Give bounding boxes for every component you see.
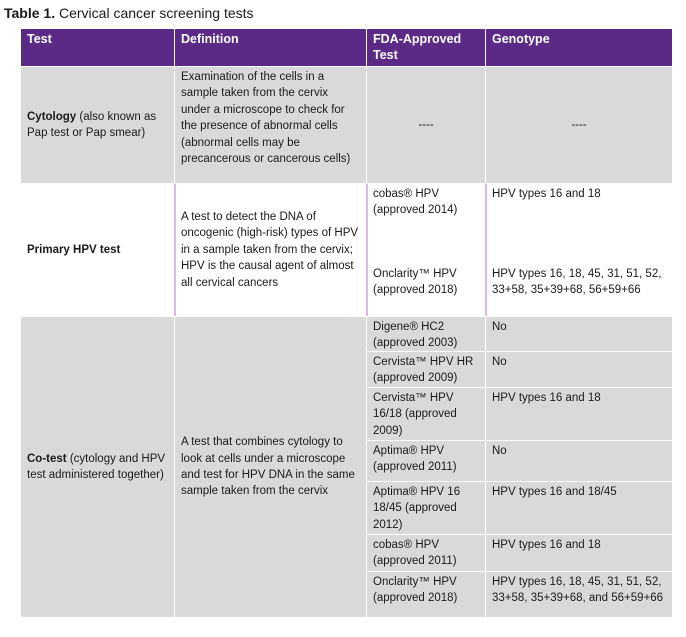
header-test-label: Test xyxy=(27,32,52,46)
cotest-genotype: HPV types 16, 18, 45, 31, 51, 52, 33+58, 35+39+68, and 56+59+66 xyxy=(492,576,664,605)
cotest-genotype: No xyxy=(492,321,507,333)
cotest-genotype: HPV types 16 and 18 xyxy=(492,392,601,404)
primary-genotype-cell-2 xyxy=(486,266,672,316)
primary-divider-mid xyxy=(366,184,368,316)
cotest-fda-cell xyxy=(367,572,485,617)
cotest-test-text xyxy=(27,451,168,484)
cytology-definition: Examination of the cells in a sample taken from the cervix under a microscope to check for the presence of abnormal cells (abnormal cells may be precancerous or cancerous cells) xyxy=(181,71,351,166)
primary-fda-cell-2 xyxy=(367,266,485,316)
header-fda-label: FDA-Approved Test xyxy=(373,32,462,62)
primary-definition-cell xyxy=(175,184,366,316)
cytology-genotype-cell xyxy=(486,67,672,183)
cotest-fda-cell xyxy=(367,352,485,387)
cotest-definition-cell xyxy=(175,317,366,617)
primary-definition: A test to detect the DNA of oncogenic (high-risk) types of HPV in a sample taken from the cervix; HPV is the causal agent of almost all cervical cancers xyxy=(181,210,359,289)
cotest-test-rest: (cytology and HPV test administered together) xyxy=(27,452,166,481)
header-genotype-label: Genotype xyxy=(492,32,550,46)
table-caption-label: Table 1. xyxy=(4,5,56,21)
header-fda xyxy=(367,29,485,66)
cotest-fda-name: Aptima® HPV 16 18/45 (approved 2012) xyxy=(373,486,461,531)
cytology-test-bold: Cytology xyxy=(27,110,77,123)
cotest-genotype-cell xyxy=(486,441,672,481)
primary-genotype-2: HPV types 16, 18, 45, 31, 51, 52, 33+58, 35+39+68, 56+59+66 xyxy=(492,268,662,297)
cotest-definition: A test that combines cytology to look at cells under a microscope and test for HPV DNA in the same sample taken from the cervix xyxy=(181,436,355,498)
cotest-fda-name: Onclarity™ HPV (approved 2018) xyxy=(373,576,458,605)
cotest-fda-cell xyxy=(367,535,485,571)
header-definition-label: Definition xyxy=(181,32,239,46)
cotest-genotype-cell xyxy=(486,352,672,387)
cotest-fda-name: Cervista™ HPV 16/18 (approved 2009) xyxy=(373,392,457,437)
cotest-fda-name: cobas® HPV (approved 2011) xyxy=(373,539,457,568)
primary-genotype-1: HPV types 16 and 18 xyxy=(492,188,601,200)
cytology-fda: ---- xyxy=(418,118,434,131)
cotest-fda-cell xyxy=(367,482,485,534)
cotest-genotype-cell xyxy=(486,317,672,351)
cotest-fda-cell xyxy=(367,317,485,351)
cotest-fda-name: Digene® HC2 (approved 2003) xyxy=(373,321,458,350)
header-test xyxy=(21,29,174,66)
cytology-test-cell xyxy=(21,67,174,183)
cotest-fda-cell xyxy=(367,441,485,481)
primary-test: Primary HPV test xyxy=(27,243,121,256)
cotest-genotype-cell xyxy=(486,482,672,534)
cotest-fda-cell xyxy=(367,388,485,440)
primary-divider-left xyxy=(174,184,176,316)
table-caption xyxy=(4,5,254,21)
cytology-definition-cell xyxy=(175,67,366,183)
table-caption-text: Cervical cancer screening tests xyxy=(55,5,254,21)
cotest-genotype-cell xyxy=(486,388,672,440)
primary-fda-name-1: cobas® HPV (approved 2014) xyxy=(373,188,458,217)
cytology-test-text xyxy=(27,109,168,142)
cotest-genotype-cell xyxy=(486,572,672,617)
cotest-genotype: HPV types 16 and 18 xyxy=(492,539,601,551)
cotest-fda-name: Aptima® HPV (approved 2011) xyxy=(373,445,457,474)
header-definition xyxy=(175,29,366,66)
cotest-genotype: HPV types 16 and 18/45 xyxy=(492,486,617,498)
cotest-genotype: No xyxy=(492,445,507,457)
header-genotype xyxy=(486,29,672,66)
cotest-genotype: No xyxy=(492,356,507,368)
cotest-genotype-cell xyxy=(486,535,672,571)
cotest-fda-name: Cervista™ HPV HR (approved 2009) xyxy=(373,356,474,385)
primary-test-cell xyxy=(21,184,174,316)
primary-divider-right xyxy=(485,184,487,316)
primary-fda-name-2: Onclarity™ HPV (approved 2018) xyxy=(373,268,458,297)
primary-genotype-cell-1 xyxy=(486,184,672,259)
cytology-fda-cell xyxy=(367,67,485,183)
cotest-test-bold: Co-test xyxy=(27,452,67,465)
cytology-test-rest: (also known as Pap test or Pap smear) xyxy=(27,110,157,139)
cotest-test-cell xyxy=(21,317,174,617)
primary-fda-cell-1 xyxy=(367,184,485,259)
cytology-genotype: ---- xyxy=(571,118,587,131)
